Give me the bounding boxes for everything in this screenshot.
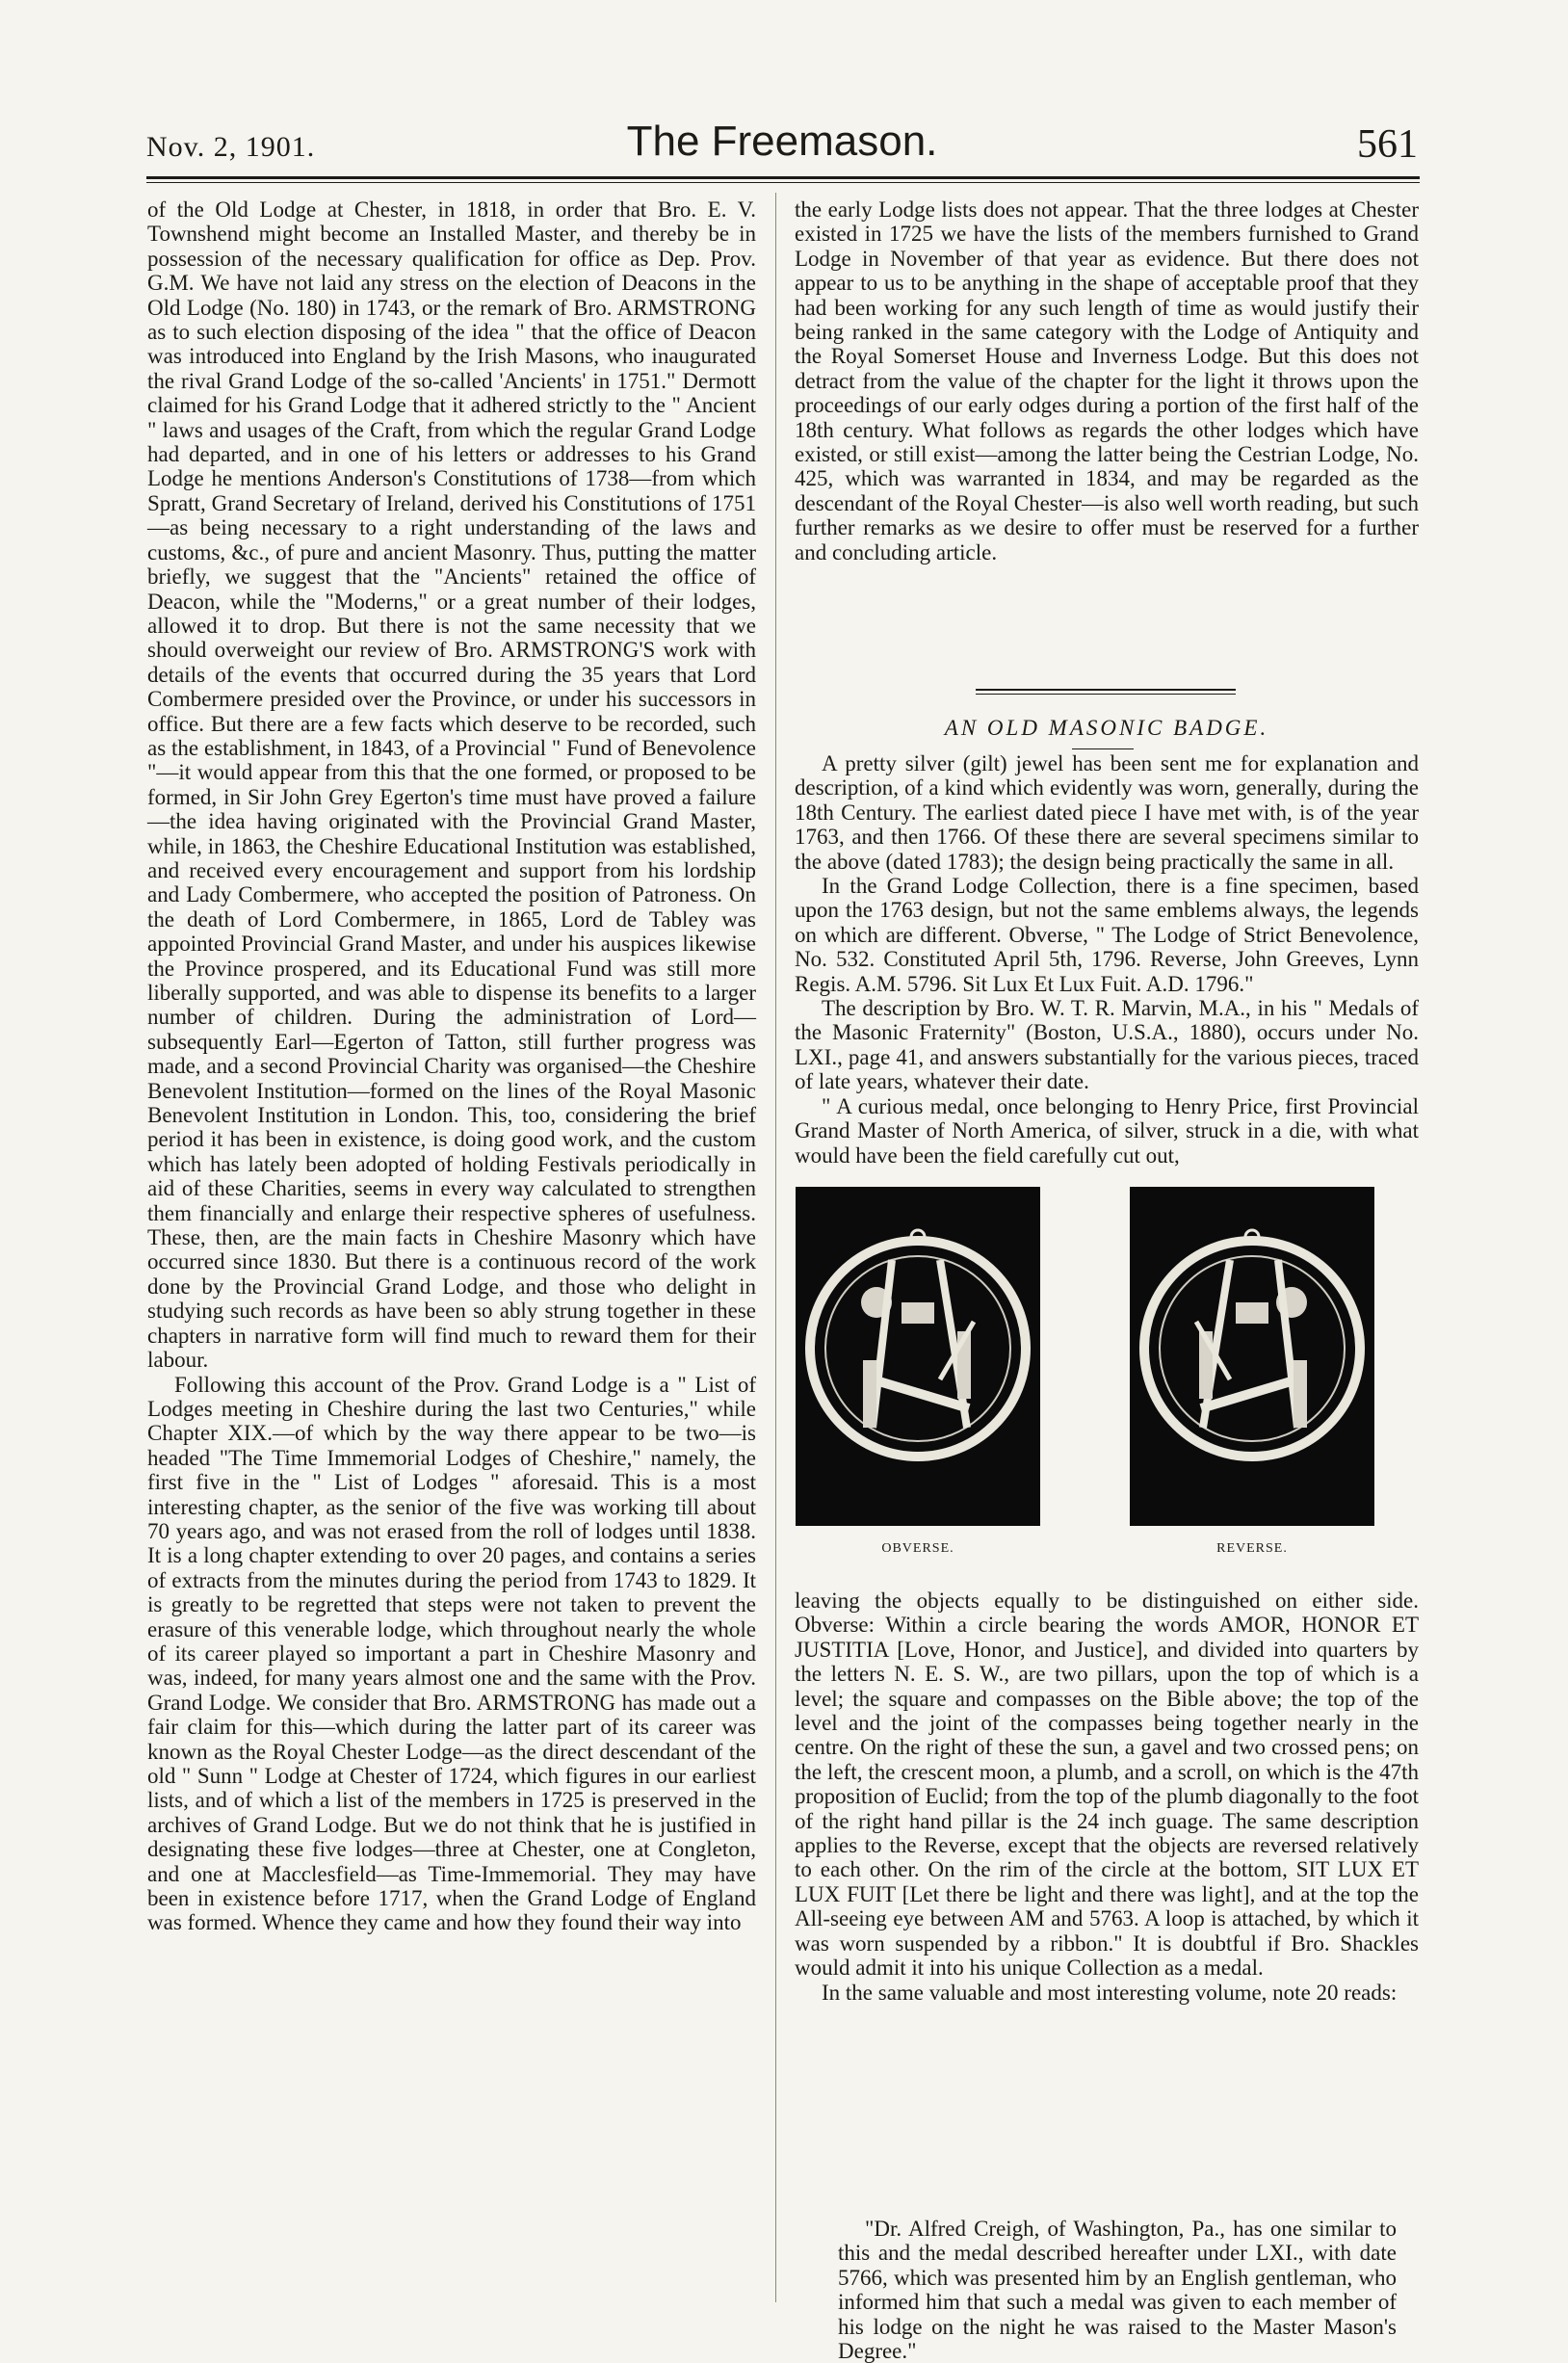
article-body	[795, 751, 1419, 1168]
left-column	[147, 197, 756, 1935]
right-column-top	[795, 197, 1419, 564]
masthead-rule-thick	[146, 176, 1420, 179]
reverse-caption: REVERSE.	[1216, 1541, 1288, 1556]
masthead-rule-thin	[146, 182, 1420, 183]
continuation-paragraph-2: In the same valuable and most interesting volume, note 20 reads:	[822, 1980, 1398, 2005]
left-paragraph-1: of the Old Lodge at Chester, in 1818, in order that Bro. E. V. Townshend might become an Installed Master, and thereby be in possession of the necessary qualification for office as Dep. Prov. G.M. We have not laid any stress on the election of Deacons in the Old Lodge (No. 180) in 1743, or the remark of Bro. ARMSTRONG as to such election disposing of the idea " that the office of Deacon was introduced into England by the Irish Masons, who inaugurated the rival Grand Lodge of the so-called 'Ancients' in 1751." Dermott claimed for his Grand Lodge that it adhered strictly to the " Ancient " laws and usages of the Craft, from which the regular Grand Lodge had departed, and in one of his letters or addresses to his Grand Lodge he mentions Anderson's Constitutions of 1738—from which Spratt, Grand Secretary of Ireland, derived his Constitutions of 1751—as being necessary to a right understanding of the laws and customs, &c., of pure and ancient Masonry. Thus, putting the matter briefly, we suggest that the "Ancients" retained the office of Deacon, while the "Moderns," or a great number of their lodges, allowed it to drop. But there is not the same necessity that we should overweight our review of Bro. ARMSTRONG'S work with details of the events that occurred during the 35 years that Lord Combermere presided over the Province, or under his successors in office. But there are a few facts which deserve to be recorded, such as the establishment, in 1843, of a Provincial " Fund of Benevolence "—it would appear from this that the one formed, or proposed to be formed, in Sir John Grey Egerton's time must have proved a failure—the idea having originated with the Provincial Grand Master, while, in 1863, the Cheshire Educational Institution was established, and received every encouragement and support from his lordship and Lady Combermere, who accepted the position of Patroness. On the death of Lord Combermere, in 1865, Lord de Tabley was appointed Provincial Grand Master, and under his auspices likewise the Province prospered, and its Educational Fund was still more liberally supported, and was able to dispense its benefits to a larger number of children. During the administration of Lord—subsequently Earl—Egerton of Tatton, still further progress was made, and a second Provincial Charity was organised—the Cheshire Benevolent Institution—formed on the lines of the Royal Masonic Benevolent Institution in London. This, too, considering the brief period it has been in existence, is doing good work, and the custom which has lately been adopted of holding Festivals periodically in aid of these Charities, seems in every way calculated to strengthen them financially and enlarge their respective spheres of usefulness. These, then, are the main facts in Cheshire Masonry which have occurred since 1830. But there is a continuous record of the work done by the Provincial Grand Lodge, and those who delight in studying such records as have been so ably strung together in these chapters in narrative form will find much to reward them for their labour.	[147, 197, 756, 1373]
article-heading: AN OLD MASONIC BADGE.	[944, 716, 1269, 740]
page-number: 561	[1357, 122, 1418, 167]
left-paragraph-2: Following this account of the Prov. Grand Lodge is a " List of Lodges meeting in Cheshire during the last two Centuries," while Chapter XIX.—of which by the way there appear to be two—is headed "The Time Immemorial Lodges of Cheshire," namely, the first five in the " List of Lodges " aforesaid. This is a most interesting chapter, as the senior of the five was working till about 70 years ago, and was not erased from the roll of lodges until 1838. It is a long chapter extending to over 20 pages, and contains a series of extracts from the minutes during the period from 1743 to 1829. It is greatly to be regretted that steps were not taken to prevent the erasure of this venerable lodge, which throughout nearly the whole of its career played so important a part in Cheshire Masonry and was, indeed, for many years almost one and the same with the Prov. Grand Lodge. We consider that Bro. ARMSTRONG has made out a fair claim for this—which during the latter part of its career was known as the Royal Chester Lodge—as the direct descendant of the old " Sunn " Lodge at Chester of 1724, which figures in our earliest lists, and of which a list of the members in 1725 is preserved in the archives of Grand Lodge. But we do not think that he is justified in designating these five lodges—three at Chester, one at Congleton, and one at Macclesfield—as Time-Immemorial. They may have been in existence before 1717, when the Grand Lodge of England was formed. Whence they came and how they found their way into	[147, 1372, 756, 1935]
continuation-paragraph-1: leaving the objects equally to be distinguished on either side. Obverse: Within a circle bearing the words AMOR, HONOR ET JUSTITIA [Love, Honor, and Justice], and divided into quarters by the letters N. E. S. W., are two pillars, upon the top of which is a level; the square and compasses on the Bible above; the top of the level and the joint of the compasses being together nearly in the centre. On the right of these the sun, a gavel and two crossed pens; on the left, the crescent moon, a plumb, and a scroll, on which is the 47th proposition of Euclid; from the top of the plumb diagonally to the foot of the right hand pillar is the 24 inch guage. The same description applies to the Reverse, except that the objects are reversed relatively to each other. On the rim of the circle at the bottom, SIT LUX ET LUX FUIT [Let there be light and there was light], and at the top the All-seeing eye between AM and 5763. A loop is attached, by which it was worn suspended by a ribbon." It is doubtful if Bro. Shackles would admit it into his unique Collection as a medal.	[795, 1588, 1419, 1981]
heading-rule	[1072, 748, 1134, 749]
issue-date: Nov. 2, 1901.	[146, 131, 316, 163]
article-paragraph-1: A pretty silver (gilt) jewel has been sent me for explanation and description, of a kind which evidently was worn, generally, during the 18th Century. The earliest dated piece I have met with, is of the year 1763, and then 1766. Of these there are several specimens similar to the above (dated 1783); the design being practically the same in all.	[795, 751, 1419, 874]
right-paragraph-continued: the early Lodge lists does not appear. That the three lodges at Chester existed in 1725 we have the lists of the members furnished to Grand Lodge in November of that year as evidence. But there does not appear to us to be anything in the shape of acceptable proof that they had been working for any such length of time as would justify their being ranked in the same category with the Lodge of Antiquity and the Royal Somerset House and Inverness Lodge. But this does not detract from the value of the chapter for the light it throws upon the proceedings of our early odges during a portion of the first half of the 18th century. What follows as regards the other lodges which have existed, or still exist—among the latter being the Cestrian Lodge, No. 425, which was warranted in 1834, and may be regarded as the descendant of the Royal Chester—is also well worth reading, but such further remarks as we desire to offer must be reserved for a further and concluding article.	[795, 197, 1419, 564]
quote-paragraph: "Dr. Alfred Creigh, of Washington, Pa., has one similar to this and the medal described hereafter under LXI., with date 5766, which was presented him by an English gentleman, who informed him that such a medal was given to each member of his lodge on the night he was raised to the Master Mason's Degree."	[838, 2217, 1397, 2363]
section-separator-thick	[976, 689, 1236, 691]
obverse-badge-image	[796, 1187, 1040, 1526]
article-continuation	[795, 1588, 1419, 2005]
column-divider	[775, 193, 776, 2302]
article-paragraph-2: In the Grand Lodge Collection, there is a fine specimen, based upon the 1763 design, but not the same emblems always, the legends on which are different. Obverse, " The Lodge of Strict Benevolence, No. 532. Constituted April 5th, 1796. Reverse, John Greeves, Lynn Regis. A.M. 5796. Sit Lux Et Lux Fuit. A.D. 1796."	[795, 874, 1419, 996]
quoted-note	[838, 2217, 1397, 2363]
article-paragraph-3: The description by Bro. W. T. R. Marvin, M.A., in his " Medals of the Masonic Fraternity" (Boston, U.S.A., 1880), occurs under No. LXI., page 41, and answers substantially for the various pieces, traced of late years, whatever their date.	[795, 996, 1419, 1094]
article-paragraph-4: " A curious medal, once belonging to Henry Price, first Provincial Grand Master of North America, of silver, struck in a die, with what would have been the field carefully cut out,	[795, 1093, 1419, 1168]
reverse-badge-image	[1130, 1187, 1374, 1526]
section-separator-thin	[976, 694, 1236, 695]
newspaper-title: The Freemason.	[626, 118, 938, 165]
masthead	[146, 118, 1418, 175]
obverse-caption: OBVERSE.	[881, 1541, 954, 1556]
